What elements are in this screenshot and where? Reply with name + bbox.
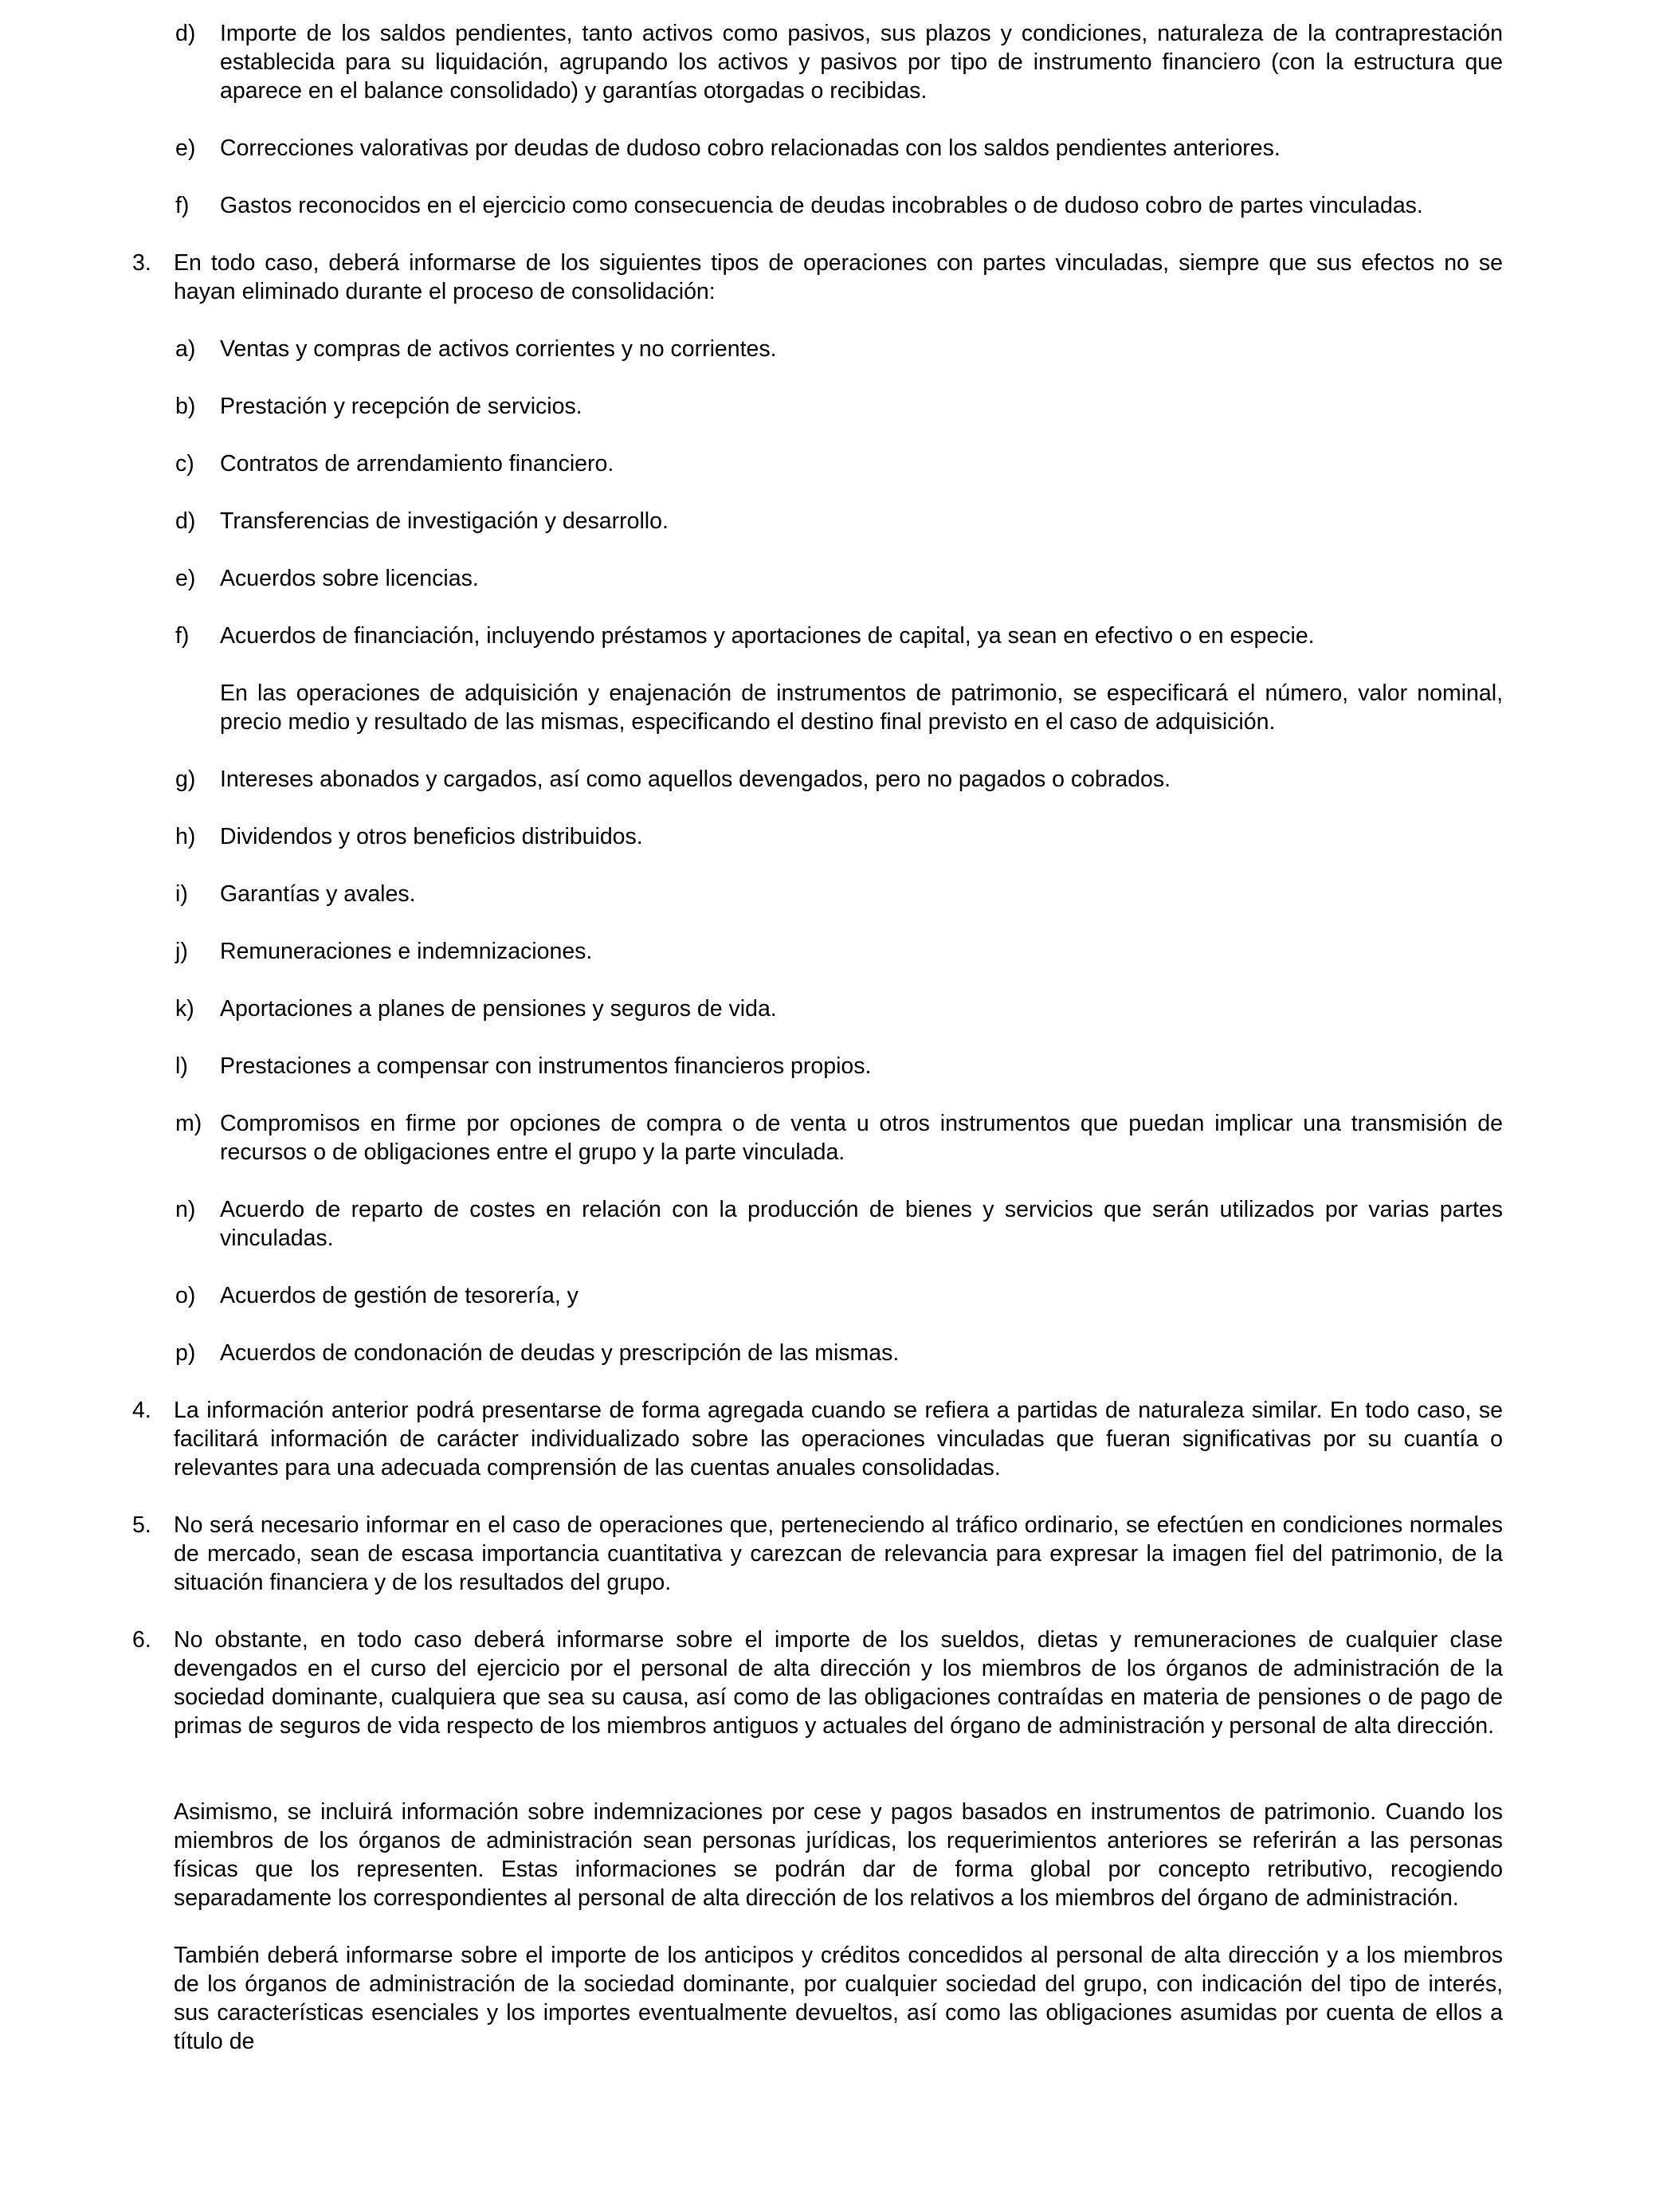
list-marker: b) — [175, 394, 196, 419]
list-item-text: Remuneraciones e indemnizaciones. — [220, 939, 593, 964]
list-item-text: Contratos de arrendamiento financiero. — [220, 451, 614, 477]
list-marker: k) — [175, 996, 194, 1022]
paragraph-text: Asimismo, se incluirá información sobre indemnizaciones por cese y pagos basados en instrumentos de patrimonio. Cuando los miembros de los órganos de administración sean personas jurídicas, los requerimientos anteriores se referirán a las personas físicas que los representen. Estas informaciones se podrán dar de forma global por concepto retributivo, recogiendo separadamente los correspondientes al personal de alta dirección de los relativos a los miembros del órgano de administración. — [174, 1799, 1503, 1911]
list-item-text: Gastos reconocidos en el ejercicio como consecuencia de deudas incobrables o de dudoso cobro de partes vinculadas. — [220, 193, 1423, 218]
item-text: La información anterior podrá presentarse de forma agregada cuando se refiera a partidas de naturaleza similar. En todo caso, se facilitará información de carácter individualizado sobre las operaciones vinculadas que fueran significativas por su cuantía o relevantes para una adecuada comprensión de las cuentas anuales consolidadas. — [174, 1398, 1503, 1481]
list-marker: e) — [175, 566, 196, 591]
list-marker: a) — [175, 336, 196, 362]
paragraph-text: En las operaciones de adquisición y enajenación de instrumentos de patrimonio, se especificará el número, valor nominal, precio medio y resultado de las mismas, especificando el destino final previsto en el caso de adquisición. — [220, 680, 1503, 735]
list-item-text: Dividendos y otros beneficios distribuidos. — [220, 824, 643, 849]
list-item-text: Aportaciones a planes de pensiones y seguros de vida. — [220, 996, 777, 1022]
list-item-text: Intereses abonados y cargados, así como aquellos devengados, pero no pagados o cobrados. — [220, 767, 1171, 792]
list-marker: g) — [175, 767, 196, 792]
list-marker: f) — [175, 623, 190, 649]
list-marker: l) — [175, 1053, 188, 1079]
list-marker: e) — [175, 135, 196, 161]
list-marker: d) — [175, 21, 196, 46]
list-item-text: Acuerdos de condonación de deudas y prescripción de las mismas. — [220, 1340, 900, 1366]
list-marker: m) — [175, 1111, 202, 1136]
list-item-text: Acuerdos de gestión de tesorería, y — [220, 1283, 579, 1308]
paragraph-text: También deberá informarse sobre el importe de los anticipos y créditos concedidos al personal de alta dirección y a los miembros de los órganos de administración de la sociedad dominante, por cualquier sociedad del grupo, con indicación del tipo de interés, sus características esenciales y los importes eventualmente devueltos, así como las obligaciones asumidas por cuenta de ellos a título de — [174, 1943, 1503, 2054]
list-item-text: Garantías y avales. — [220, 881, 416, 907]
list-item-text: Correcciones valorativas por deudas de dudoso cobro relacionadas con los saldos pendientes anteriores. — [220, 135, 1281, 161]
list-item-text: Acuerdo de reparto de costes en relación con la producción de bienes y servicios que serán utilizados por varias partes vinculadas. — [220, 1197, 1503, 1251]
list-marker: o) — [175, 1283, 196, 1308]
list-item-text: Compromisos en firme por opciones de compra o de venta u otros instrumentos que puedan implicar una transmisión de recursos o de obligaciones entre el grupo y la parte vinculada. — [220, 1111, 1503, 1165]
item-number: 3. — [132, 250, 151, 276]
item-number: 6. — [132, 1627, 151, 1653]
list-marker: c) — [175, 451, 194, 477]
list-marker: h) — [175, 824, 196, 849]
list-marker: f) — [175, 193, 190, 218]
item-text: En todo caso, deberá informarse de los siguientes tipos de operaciones con partes vinculadas, siempre que sus efectos no se hayan eliminado durante el proceso de consolidación: — [174, 250, 1503, 304]
item-text: No será necesario informar en el caso de operaciones que, perteneciendo al tráfico ordinario, se efectúen en condiciones normales de mercado, sean de escasa importancia cuantitativa y carezcan de relevancia para expresar la imagen fiel del patrimonio, de la situación financiera y de los resultados del grupo. — [174, 1512, 1503, 1595]
list-item-text: Ventas y compras de activos corrientes y no corrientes. — [220, 336, 777, 362]
item-number: 5. — [132, 1512, 151, 1538]
list-marker: i) — [175, 881, 188, 907]
list-item-text: Prestaciones a compensar con instrumentos financieros propios. — [220, 1053, 872, 1079]
list-item-text: Acuerdos sobre licencias. — [220, 566, 479, 591]
list-item-text: Importe de los saldos pendientes, tanto activos como pasivos, sus plazos y condiciones, naturaleza de la contraprestación establecida para su liquidación, agrupando los activos y pasivos por tipo de instrumento financiero (con la estructura que aparece en el balance consolidado) y garantías otorgadas o recibidas. — [220, 21, 1503, 104]
list-item-text: Transferencias de investigación y desarrollo. — [220, 508, 669, 534]
list-marker: p) — [175, 1340, 196, 1366]
list-marker: n) — [175, 1197, 196, 1222]
list-item-text: Prestación y recepción de servicios. — [220, 394, 582, 419]
list-marker: j) — [175, 939, 188, 964]
list-item-text: Acuerdos de financiación, incluyendo préstamos y aportaciones de capital, ya sean en efectivo o en especie. — [220, 623, 1315, 649]
item-text: No obstante, en todo caso deberá informarse sobre el importe de los sueldos, dietas y remuneraciones de cualquier clase devengados en el curso del ejercicio por el personal de alta dirección y los miembros de los órganos de administración de la sociedad dominante, cualquiera que sea su causa, así como de las obligaciones contraídas en materia de pensiones o de pago de primas de seguros de vida respecto de los miembros antiguos y actuales del órgano de administración y personal de alta dirección. — [174, 1627, 1503, 1739]
item-number: 4. — [132, 1398, 151, 1423]
list-marker: d) — [175, 508, 196, 534]
